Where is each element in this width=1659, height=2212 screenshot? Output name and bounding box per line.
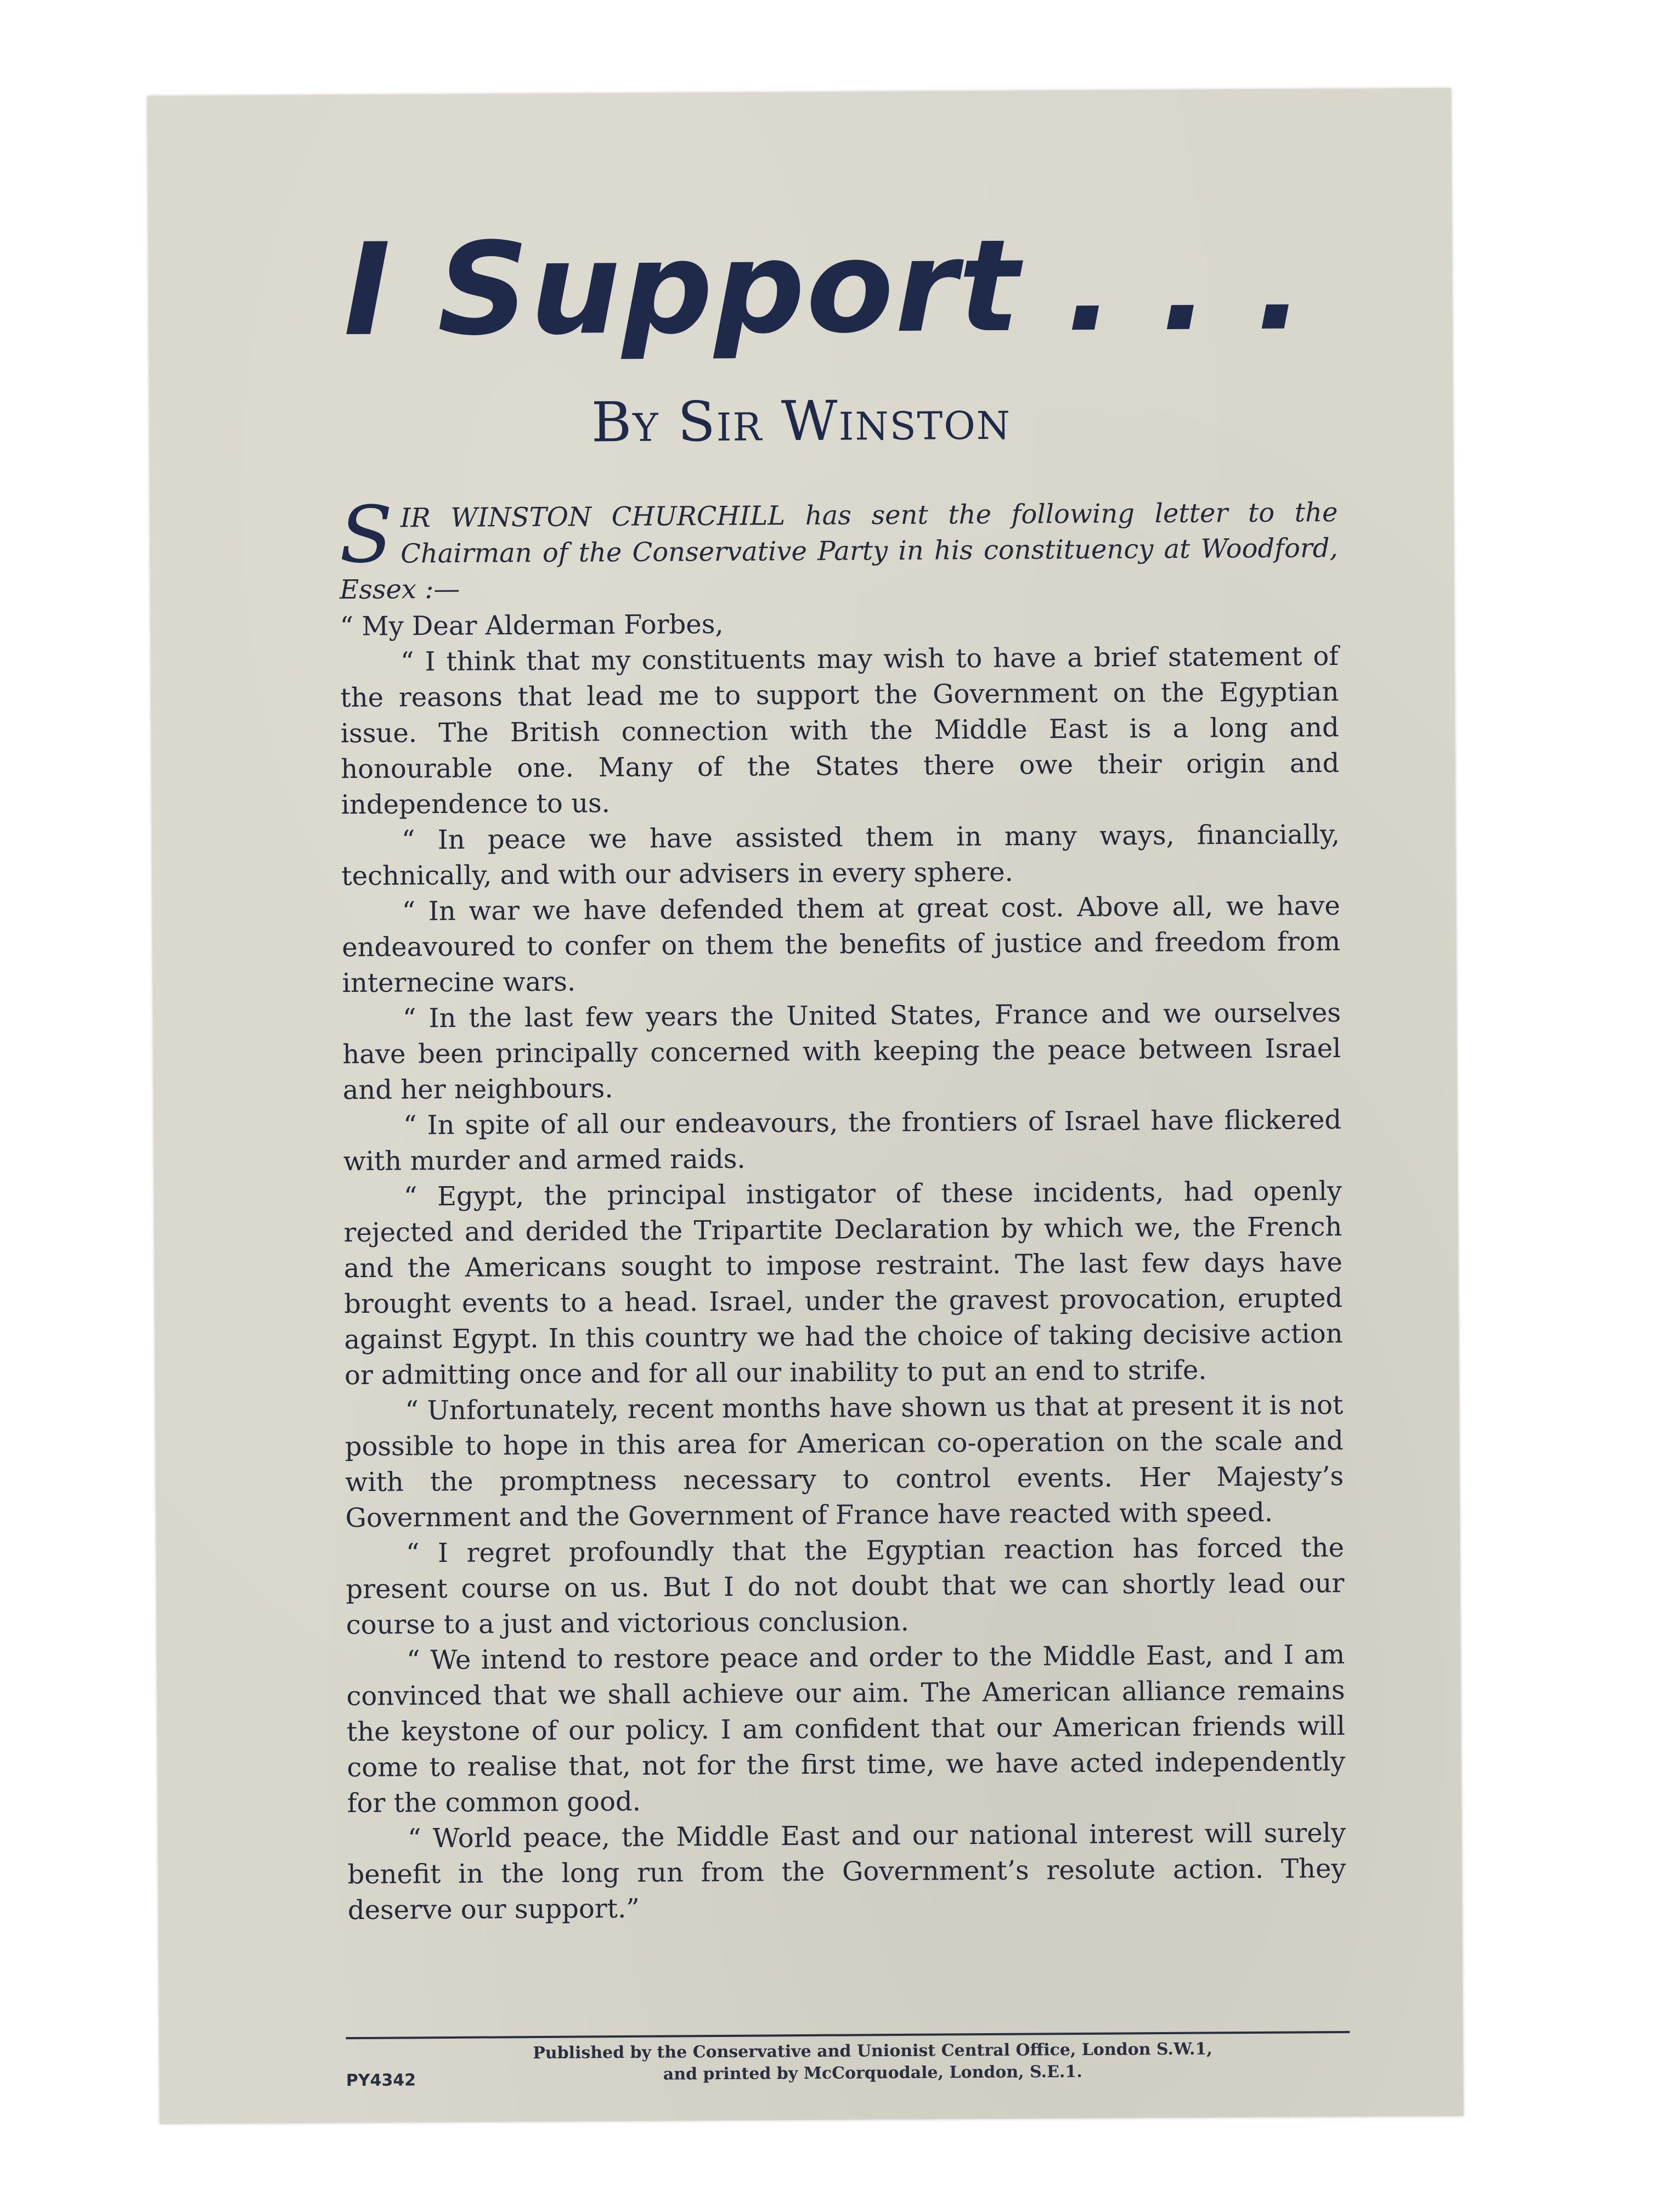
letter-body [339, 489, 1346, 1928]
paragraph-1: “ I think that my constituents may wish to have a brief statement of the reasons that lead me to support the Government on the Egyptian issue. The British connection with the Middle East is a long and honourable one. Many of the States there owe their origin and independence to us. [340, 641, 1340, 821]
drop-cap: S [339, 489, 393, 581]
paragraph-3: “ In war we have defended them at great cost. Above all, we have endeavoured to confer on them the benefits of justice and freedom from internecine wars. [342, 890, 1341, 999]
paragraph-5: “ In spite of all our endeavours, the frontiers of Israel have flickered with murder and armed raids. [343, 1104, 1342, 1177]
salutation: “ My Dear Alderman Forbes, [340, 608, 724, 642]
paragraph-9: “ We intend to restore peace and order to the Middle East, and I am convinced that we shall achieve our aim. The American alliance remains the keystone of our policy. I am confident that our American friends will come to realise that, not for the first time, we have acted independently for the common good. [346, 1639, 1346, 1819]
byline: By Sir Winston [591, 387, 1012, 455]
imprint-line-2: and printed by McCorquodale, London, S.E.1. [663, 2062, 1082, 2084]
paragraph-8: “ I regret profoundly that the Egyptian reaction has forced the present course on us. But I do not doubt that we can shortly lead our course to a just and victorious conclusion. [346, 1532, 1345, 1641]
publisher-footer [346, 2031, 1350, 2091]
leaflet-title: I Support . . . [343, 210, 1306, 365]
intro-text: IR WINSTON CHURCHILL has sent the following letter to the Chairman of the Conservative Party in his constituency at Woodford, Essex :— [340, 497, 1338, 606]
paragraph-7: “ Unfortunately, recent months have shown us that at present it is not possible to hope in this area for American co-operation on the scale and with the promptness necessary to control events. Her Majesty’s Government and the Government of France have reacted with speed. [345, 1390, 1344, 1534]
imprint [466, 2038, 1278, 2087]
paragraph-10: “ World peace, the Middle East and our national interest will surely benefit in the long run from the Government’s resolute action. They deserve our support.” [347, 1818, 1346, 1926]
leaflet-page [148, 88, 1464, 2124]
imprint-line-1: Published by the Conservative and Unionist Central Office, London S.W.1, [533, 2039, 1212, 2063]
paragraph-2: “ In peace we have assisted them in many ways, financially, technically, and with our advisers in every sphere. [341, 819, 1340, 892]
paragraph-4: “ In the last few years the United States, France and we ourselves have been principally concerned with keeping the peace between Israel and her neighbours. [342, 997, 1341, 1106]
intro-paragraph [339, 489, 1338, 608]
print-code: PY4342 [346, 2070, 416, 2091]
paragraph-6: “ Egypt, the principal instigator of these incidents, had openly rejected and derided the Tripartite Declaration by which we, the French and the Americans sought to impose restraint. The last few days have brought events to a head. Israel, under the gravest provocation, erupted against Egypt. In this country we had the choice of taking decisive action or admitting once and for all our inability to put an end to strife. [343, 1176, 1343, 1391]
